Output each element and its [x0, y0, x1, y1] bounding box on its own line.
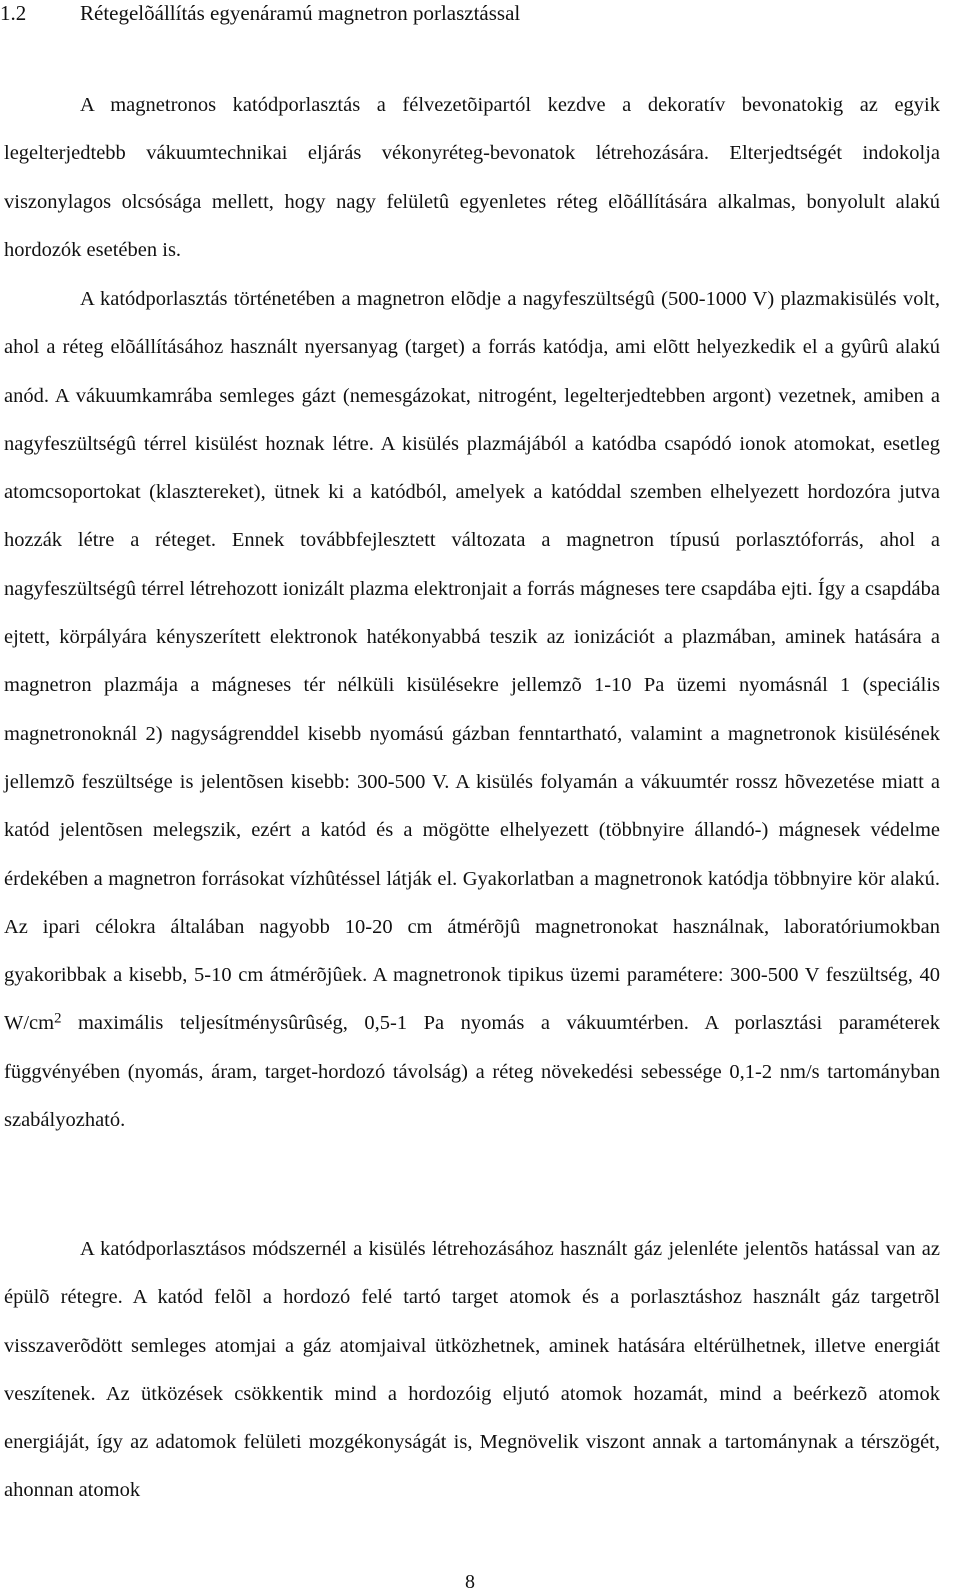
paragraph-1: A magnetronos katódporlasztás a félvezetõipartól kezdve a dekoratív bevonatokig az egyik legelterjedtebb vákuumtechnikai eljárás vékonyréteg-bevonatok létrehozására. Elterjedtségét indokolja viszonylagos olcsósága mellett, hogy nagy felületû egyenletes réteg elõállítására alkalmas, bonyolult alakú hordozók esetében is.: [4, 94, 940, 261]
section-heading: [0, 0, 520, 26]
paragraph-2: [4, 275, 940, 1144]
paragraph-2-text-start: A katódporlasztás történetében a magnetron elõdje a nagyfeszültségû (500-1000 V) plazmakisülés volt, ahol a réteg elõállításához használt nyersanyag (target) a forrás katódja, ami elõtt helyezkedik el a gyûrû alakú anód. A vákuumkamrába semleges gázt (nemesgázokat, nitrogént, legelterjedtebben argont) vezetnek, amiben a nagyfeszültségû térrel kisülést hoznak létre. A kisülés plazmájából a katódba csapódó ionok atomokat, esetleg atomcsoportokat (klasztereket), ütnek ki a katódból, amelyek a katóddal szemben elhelyezett hordozóra jutva hozzák létre a réteget. Ennek továbbfejlesztett változata a magnetron típusú porlasztóforrás, ahol a nagyfeszültségû térrel létrehozott ionizált plazma elektronjait a forrás mágneses tere csapdába ejti. Így a csapdába ejtett, körpályára kényszerített elektronok hatékonyabbá teszik az ionizációt a plazmában, aminek hatására a magnetron plazmája a mágneses tér nélküli kisülésekre jellemzõ 1-10 Pa üzemi nyomásnál 1 (speciális magnetronoknál 2) nagyságrenddel kisebb nyomású gázban fenntartható, valamint a magnetronok kisülésének jellemzõ feszültsége is jelentõsen kisebb: 300-500 V. A kisülés folyamán a vákuumtér rossz hõvezetése miatt a katód jelentõsen melegszik, ezért a katód és a mögötte elhelyezett (többnyire állandó-) mágnesek védelme érdekében a magnetron forrásokat vízhûtéssel látják el. Gyakorlatban a magnetronok katódja többnyire kör alakú. Az ipari célokra általában nagyobb 10-20 cm átmérõjû magnetronokat használnak, laboratóriumokban gyakoribbak a kisebb, 5-10 cm átmérõjûek. A magnetronok tipikus üzemi paramétere: 300-500 V feszültség, 40 W/cm: [4, 288, 940, 1035]
section-number: 1.2: [0, 1, 27, 25]
page-number: 8: [465, 1571, 475, 1593]
paragraph-3: A katódporlasztásos módszernél a kisülés létrehozásához használt gáz jelenléte jelentõs hatással van az épülõ rétegre. A katód felõl a hordozó felé tartó target atomok és a porlasztáshoz használt gáz targetrõl visszaverõdött semleges atomjai a gáz atomjaival ütközhetnek, aminek hatására eltérülhetnek, illetve energiát veszítenek. Az ütközések csökkentik mind a hordozóig eljutó atomok hozamát, mind a beérkezõ atomok energiáját, így az adatomok felületi mozgékonyságát is, Megnövelik viszont annak a tartománynak a térszögét, ahonnan atomok: [4, 1238, 940, 1502]
section-title: Rétegelõállítás egyenáramú magnetron porlasztással: [80, 1, 521, 25]
paragraph-2-text-end: maximális teljesítménysûrûség, 0,5-1 Pa nyomás a vákuumtérben. A porlasztási paraméterek függvényében (nyomás, áram, target-hordozó távolság) a réteg növekedési sebessége 0,1-2 nm/s tartományban szabályozható.: [4, 1012, 940, 1132]
superscript-exponent: 2: [54, 1010, 62, 1027]
